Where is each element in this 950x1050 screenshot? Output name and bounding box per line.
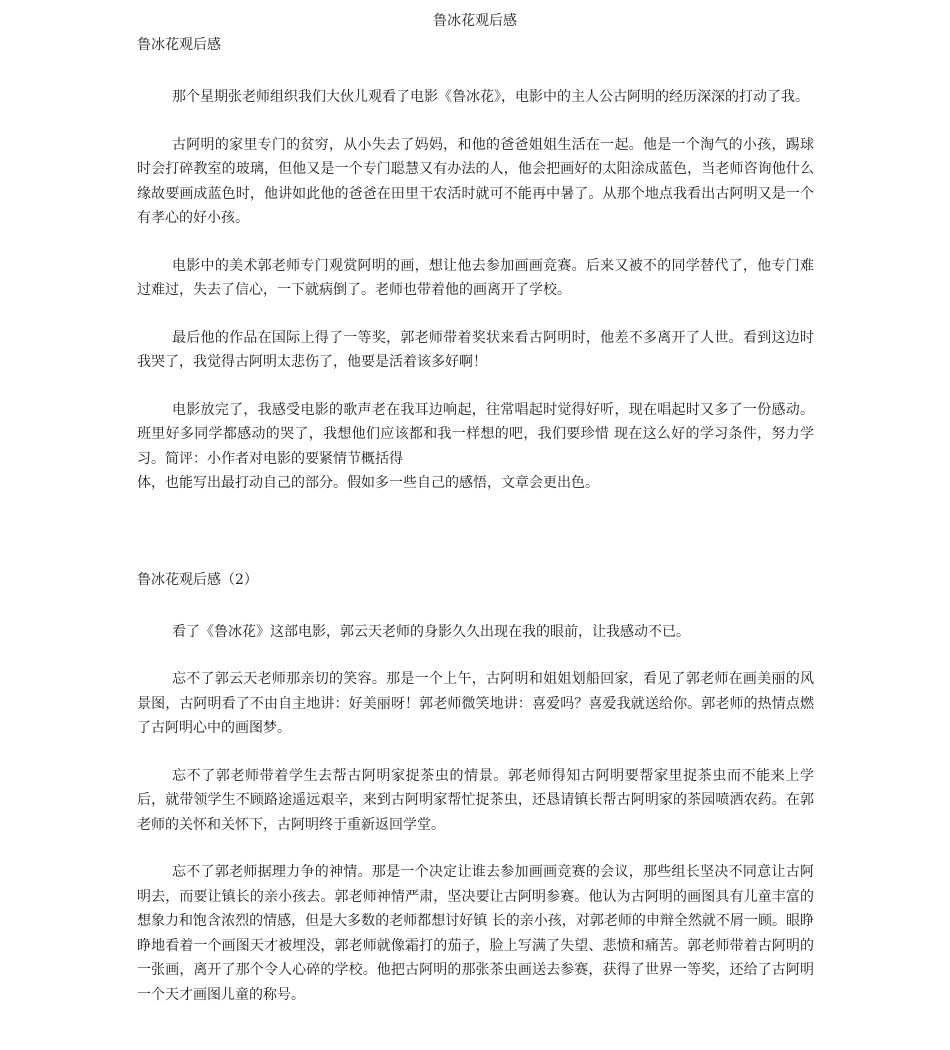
essay-1-title: 鲁冰花观后感	[137, 37, 221, 53]
essay-1-paragraph: 那个星期张老师组织我们大伙儿观看了电影《鲁冰花》，电影中的主人公古阿明的经历深深的打动了我。	[172, 89, 809, 105]
essay-2-paragraph: 忘不了郭老师带着学生去帮古阿明家捉茶虫的情景。郭老师得知古阿明要帮家里捉茶虫而不能来上学后，就带领学生不顾路途遥远艰辛，来到古阿明家帮忙捉茶虫，还恳请镇长帮古阿明家的茶园喷洒农药。在郭老师的关怀和关怀下，古阿明终于重新返回学堂。	[137, 767, 814, 833]
document-body	[137, 35, 814, 1007]
essay-2-title: 鲁冰花观后感（2）	[137, 571, 258, 588]
essay-1-paragraph-continuation: 体，也能写出最打动自己的部分。假如多一些自己的感悟，文章会更出色。	[137, 475, 599, 491]
essay-1-paragraph: 古阿明的家里专门的贫穷，从小失去了妈妈，和他的爸爸姐姐生活在一起。他是一个淘气的小孩，踢球时会打碎教室的玻璃，但他又是一个专门聪慧又有办法的人，他会把画好的太阳涂成蓝色，当老师咨询他什么缘故要画成蓝色时，他讲如此他的爸爸在田里干农活时就可不能再中暑了。从那个地点我看出古阿明又是一个有孝心的好小孩。	[137, 136, 814, 226]
essay-2-paragraph: 忘不了郭云天老师那亲切的笑容。那是一个上午，古阿明和姐姐划船回家，看见了郭老师在画美丽的风景图，古阿明看了不由自主地讲：好美丽呀！郭老师微笑地讲：喜爱吗？喜爱我就送给你。郭老师的热情点燃了古阿明心中的画图梦。	[137, 671, 814, 736]
essay-1-paragraph: 最后他的作品在国际上得了一等奖，郭老师带着奖状来看古阿明时，他差不多离开了人世。看到这边时我哭了，我觉得古阿明太悲伤了，他要是活着该多好啊！	[137, 329, 814, 370]
page-header-title: 鲁冰花观后感	[433, 13, 517, 29]
essay-2-paragraph: 忘不了郭老师据理力争的神情。那是一个决定让谁去参加画画竞赛的会议，那些组长坚决不同意让古阿明去，而要让镇长的亲小孩去。郭老师神情严肃，坚决要让古阿明参赛。他认为古阿明的画图具有儿童丰富的想象力和饱含浓烈的情感，但是大多数的老师都想讨好镇 长的亲小孩，对郭老师的申辩全然就不屑一顾。眼睁睁地看着一个画图天才被埋没，郭老师就像霜打的茄子，脸上写满了失望、悲愤和痛苦。郭老师带着古阿明的一张画，离开了那个令人心碎的学校。他把古阿明的那张茶虫画送去参赛，获得了世界一等奖，还给了古阿明一个天才画图儿童的称号。	[137, 864, 814, 1003]
essay-1-paragraph: 电影放完了，我感受电影的歌声老在我耳边响起，往常唱起时觉得好听，现在唱起时又多了一份感动。班里好多同学都感动的哭了，我想他们应该都和我一样想的吧，我们要珍惜 现在这么好的学习条件，努力学习。简评：小作者对电影的要紧情节概括得	[137, 401, 814, 467]
essay-2-paragraph: 看了《鲁冰花》这部电影，郭云天老师的身影久久出现在我的眼前，让我感动不已。	[172, 623, 690, 640]
essay-1-paragraph: 电影中的美术郭老师专门观赏阿明的画，想让他去参加画画竞赛。后来又被不的同学替代了，他专门难过难过，失去了信心，一下就病倒了。老师也带着他的画离开了学校。	[137, 257, 814, 298]
